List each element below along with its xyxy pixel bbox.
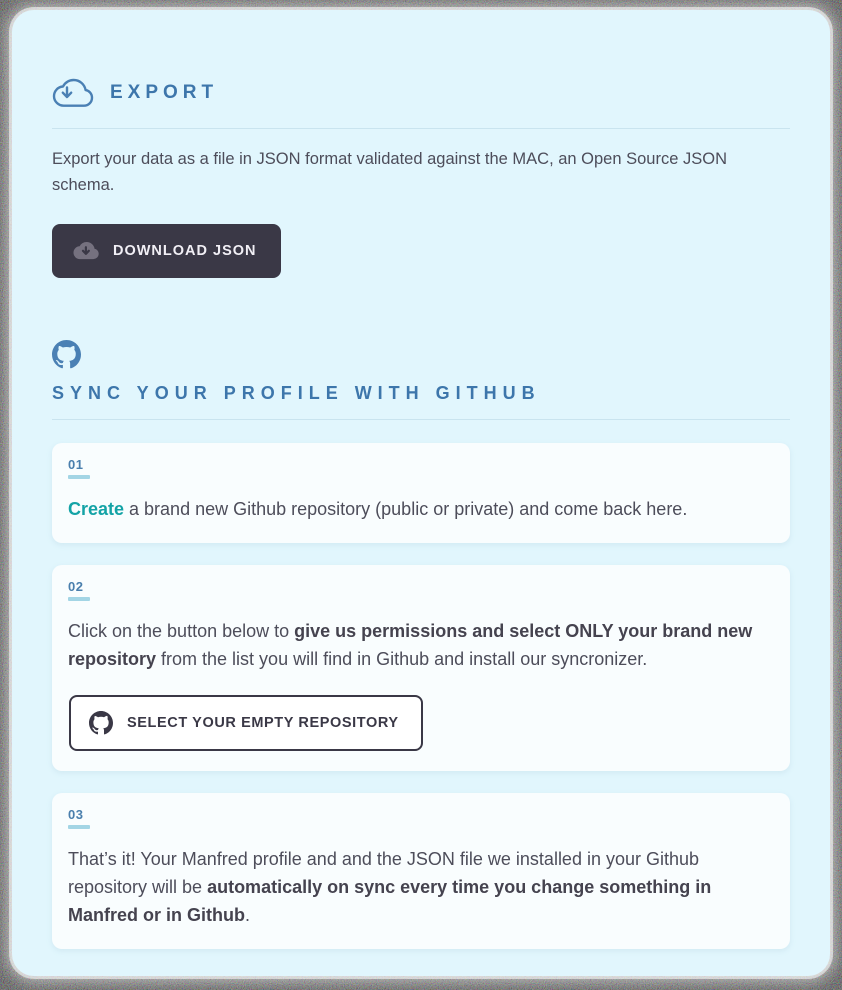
export-title: EXPORT	[110, 82, 219, 103]
step-number-underline	[68, 825, 90, 829]
step-card-2	[52, 565, 790, 771]
github-icon	[89, 711, 113, 735]
export-section	[52, 78, 792, 278]
download-json-button[interactable]	[52, 224, 281, 278]
sync-title: SYNC YOUR PROFILE WITH GITHUB	[52, 383, 541, 403]
step-number: 03	[68, 807, 84, 822]
export-description: Export your data as a file in JSON format validated against the MAC, an Open Source JSON schema.	[52, 150, 727, 194]
download-json-label: DOWNLOAD JSON	[113, 243, 257, 259]
step-card-1	[52, 443, 790, 543]
step-text: That’s it! Your Manfred profile and and the JSON file we installed in your Github repository will be automatically on sync every time you change something in Manfred or in Github.	[68, 849, 712, 925]
select-repository-button[interactable]	[69, 695, 423, 751]
select-repository-label: SELECT YOUR EMPTY REPOSITORY	[127, 715, 399, 731]
step-number-underline	[68, 475, 90, 479]
step-text: Create a brand new Github repository (public or private) and come back here.	[68, 499, 688, 519]
sync-divider	[52, 419, 790, 420]
cloud-download-icon	[52, 78, 94, 108]
github-icon	[52, 340, 81, 369]
step-card-3	[52, 793, 790, 949]
step-number-underline	[68, 597, 90, 601]
export-divider	[52, 128, 790, 129]
step-text: Click on the button below to give us permissions and select ONLY your brand new repository from the list you will find in Github and install our syncronizer.	[68, 621, 753, 669]
export-header	[52, 78, 792, 108]
cloud-download-icon	[72, 241, 100, 261]
step-number: 01	[68, 457, 84, 472]
step-number: 02	[68, 579, 84, 594]
sync-section	[52, 340, 792, 949]
settings-panel	[12, 10, 830, 976]
